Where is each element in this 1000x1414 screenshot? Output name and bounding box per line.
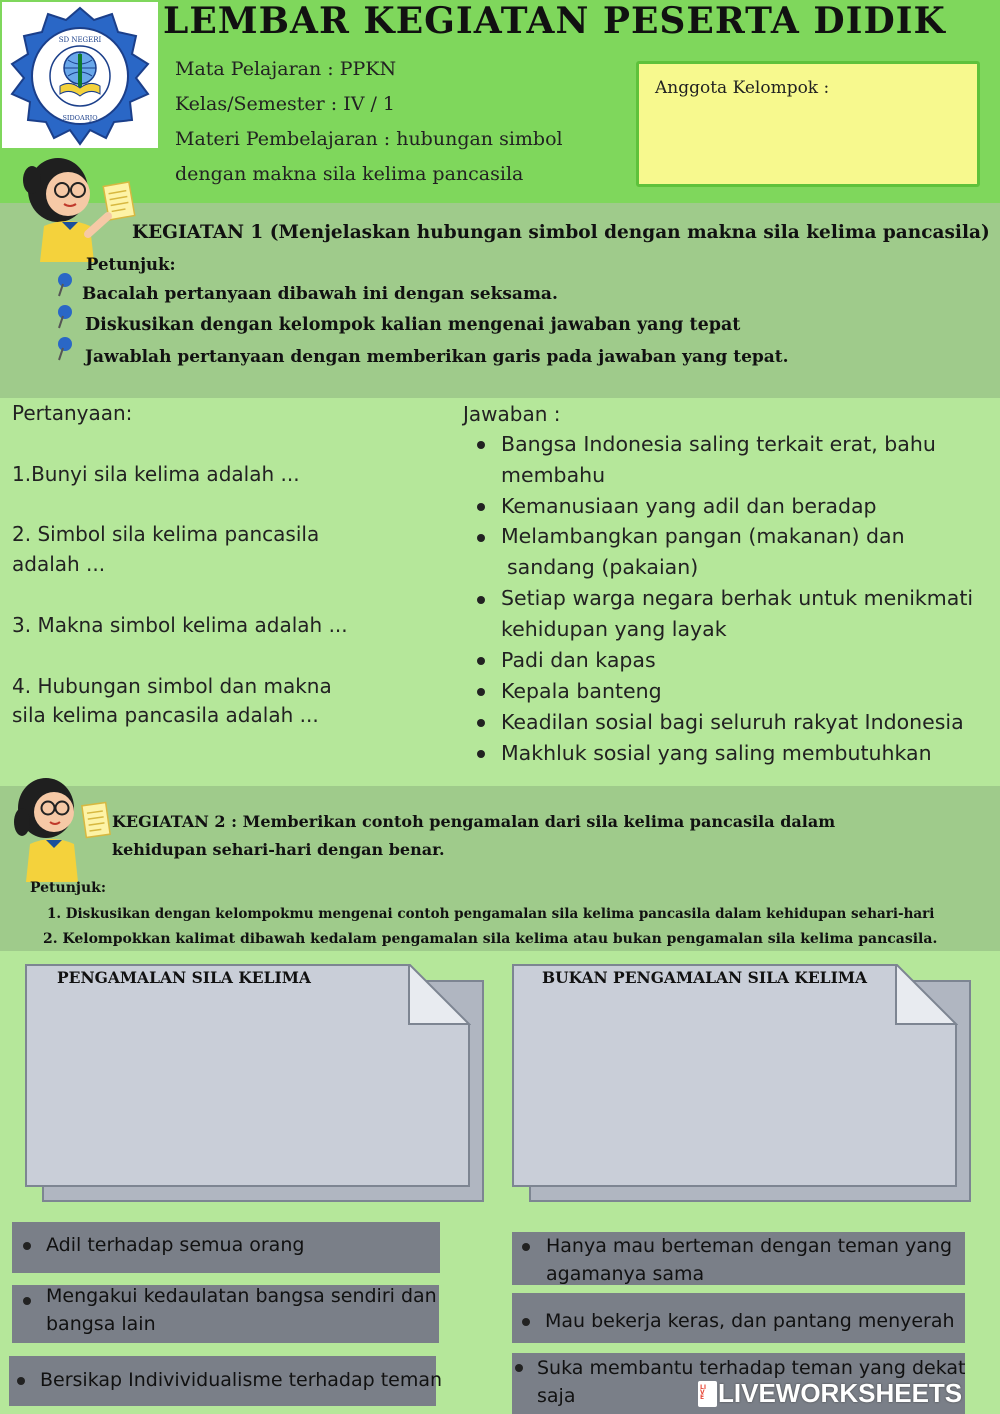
kegiatan2-section [0,786,1000,951]
drop-zone-bukan-pengamalan[interactable] [512,964,957,1187]
answer-6[interactable]: Kepala banteng [501,679,662,703]
materi-line-2: dengan makna sila kelima pancasila [175,163,524,185]
bullet-icon [17,1377,25,1385]
folded-corner-icon [894,964,958,1026]
bullet-icon [477,688,485,696]
question-2-line-2: adalah ... [12,552,106,576]
option-6-line-2: saja [537,1385,576,1407]
option-5-text: Mau bekerja keras, dan pantang menyerah [545,1310,955,1332]
bullet-icon [477,503,485,511]
kegiatan2-step-2: 2. Kelompokkan kalimat dibawah kedalam pengamalan sila kelima atau bukan pengamalan sila kelima pancasila. [43,931,938,947]
drop-zone-right-title: BUKAN PENGAMALAN SILA KELIMA [542,968,868,987]
bullet-icon [23,1297,31,1305]
subject-label: Mata Pelajaran : PPKN [175,58,397,80]
logo-text-bottom: SIDOARJO [62,114,98,122]
answer-3-line-1[interactable]: Melambangkan pangan (makanan) dan [501,524,905,548]
pin-icon [54,272,72,298]
liveworksheets-watermark: LIVEWORKSHEETS [718,1378,963,1408]
pin-icon [54,336,72,362]
option-6-line-1: Suka membantu terhadap teman yang dekat [537,1357,966,1379]
draggable-option-3[interactable] [9,1356,443,1406]
draggable-option-1[interactable] [12,1222,440,1273]
option-4-line-1: Hanya mau berteman dengan teman yang [546,1235,953,1257]
draggable-option-2[interactable] [12,1285,439,1343]
answer-1-line-1[interactable]: Bangsa Indonesia saling terkait erat, bahu [501,432,936,456]
kegiatan1-step-3: Jawablah pertanyaan dengan memberikan garis pada jawaban yang tepat. [85,347,789,367]
answers-label: Jawaban : [463,402,561,426]
option-3-text: Bersikap Indivividualisme terhadap teman [40,1369,443,1391]
bullet-icon [477,596,485,604]
kegiatan2-step-1: 1. Diskusikan dengan kelompokmu mengenai contoh pengamalan sila kelima pancasila dalam kehidupan sehari-hari [47,906,935,922]
answer-5[interactable]: Padi dan kapas [501,648,656,672]
answer-4-line-1[interactable]: Setiap warga negara berhak untuk menikmati [501,586,974,610]
group-members-box[interactable] [636,61,980,187]
bullet-icon [522,1318,530,1326]
student-girl-illustration-2 [4,772,114,884]
draggable-option-5[interactable] [512,1293,965,1343]
question-1: 1.Bunyi sila kelima adalah ... [12,462,300,486]
bullet-icon [522,1243,530,1251]
drop-zone-pengamalan[interactable] [25,964,470,1187]
class-semester-label: Kelas/Semester : IV / 1 [175,93,395,115]
materi-line-1: Materi Pembelajaran : hubungan simbol [175,128,563,150]
bullet-icon [477,534,485,542]
answer-7[interactable]: Keadilan sosial bagi seluruh rakyat Indonesia [501,710,964,734]
school-logo [2,2,158,148]
drop-zone-left-title: PENGAMALAN SILA KELIMA [57,968,311,987]
questions-label: Pertanyaan: [12,401,133,425]
bullet-icon [477,750,485,758]
group-members-label: Anggota Kelompok : [655,78,830,98]
draggable-option-4[interactable] [512,1232,965,1285]
bullet-icon [515,1364,523,1372]
option-2-line-1: Mengakui kedaulatan bangsa sendiri dan [46,1285,437,1307]
page-title: LEMBAR KEGIATAN PESERTA DIDIK [163,0,946,42]
question-4-line-1: 4. Hubungan simbol dan makna [12,674,332,698]
answer-8[interactable]: Makhluk sosial yang saling membutuhkan [501,741,932,765]
student-girl-illustration-1 [18,150,138,265]
kegiatan1-title: KEGIATAN 1 (Menjelaskan hubungan simbol dengan makna sila kelima pancasila) [132,222,990,243]
option-1-text: Adil terhadap semua orang [46,1234,305,1256]
bullet-icon [477,441,485,449]
watermark-badge-text: LIVE [700,1384,707,1401]
question-4-line-2: sila kelima pancasila adalah ... [12,703,319,727]
question-2-line-1: 2. Simbol sila kelima pancasila [12,522,320,546]
liveworksheets-logo-badge [698,1381,717,1407]
logo-text-top: SD NEGERI [58,36,102,44]
answer-3-line-2[interactable]: sandang (pakaian) [507,555,699,579]
answer-4-line-2[interactable]: kehidupan yang layak [501,617,727,641]
question-3: 3. Makna simbol kelima adalah ... [12,613,348,637]
kegiatan2-title-line-1: KEGIATAN 2 : Memberikan contoh pengamalan dari sila kelima pancasila dalam [112,812,836,831]
option-4-line-2: agamanya sama [546,1263,705,1285]
folded-corner-icon [407,964,471,1026]
kegiatan1-petunjuk-label: Petunjuk: [86,255,176,274]
kegiatan1-step-2: Diskusikan dengan kelompok kalian mengenai jawaban yang tepat [85,315,741,335]
bullet-icon [23,1242,31,1250]
bullet-icon [477,657,485,665]
kegiatan2-title-line-2: kehidupan sehari-hari dengan benar. [112,840,445,859]
kegiatan1-step-1: Bacalah pertanyaan dibawah ini dengan seksama. [82,284,558,304]
bullet-icon [477,719,485,727]
answer-2[interactable]: Kemanusiaan yang adil dan beradap [501,494,877,518]
pin-icon [54,304,72,330]
kegiatan2-petunjuk-label: Petunjuk: [30,880,106,896]
answer-1-line-2[interactable]: membahu [501,463,606,487]
option-2-line-2: bangsa lain [46,1313,156,1335]
